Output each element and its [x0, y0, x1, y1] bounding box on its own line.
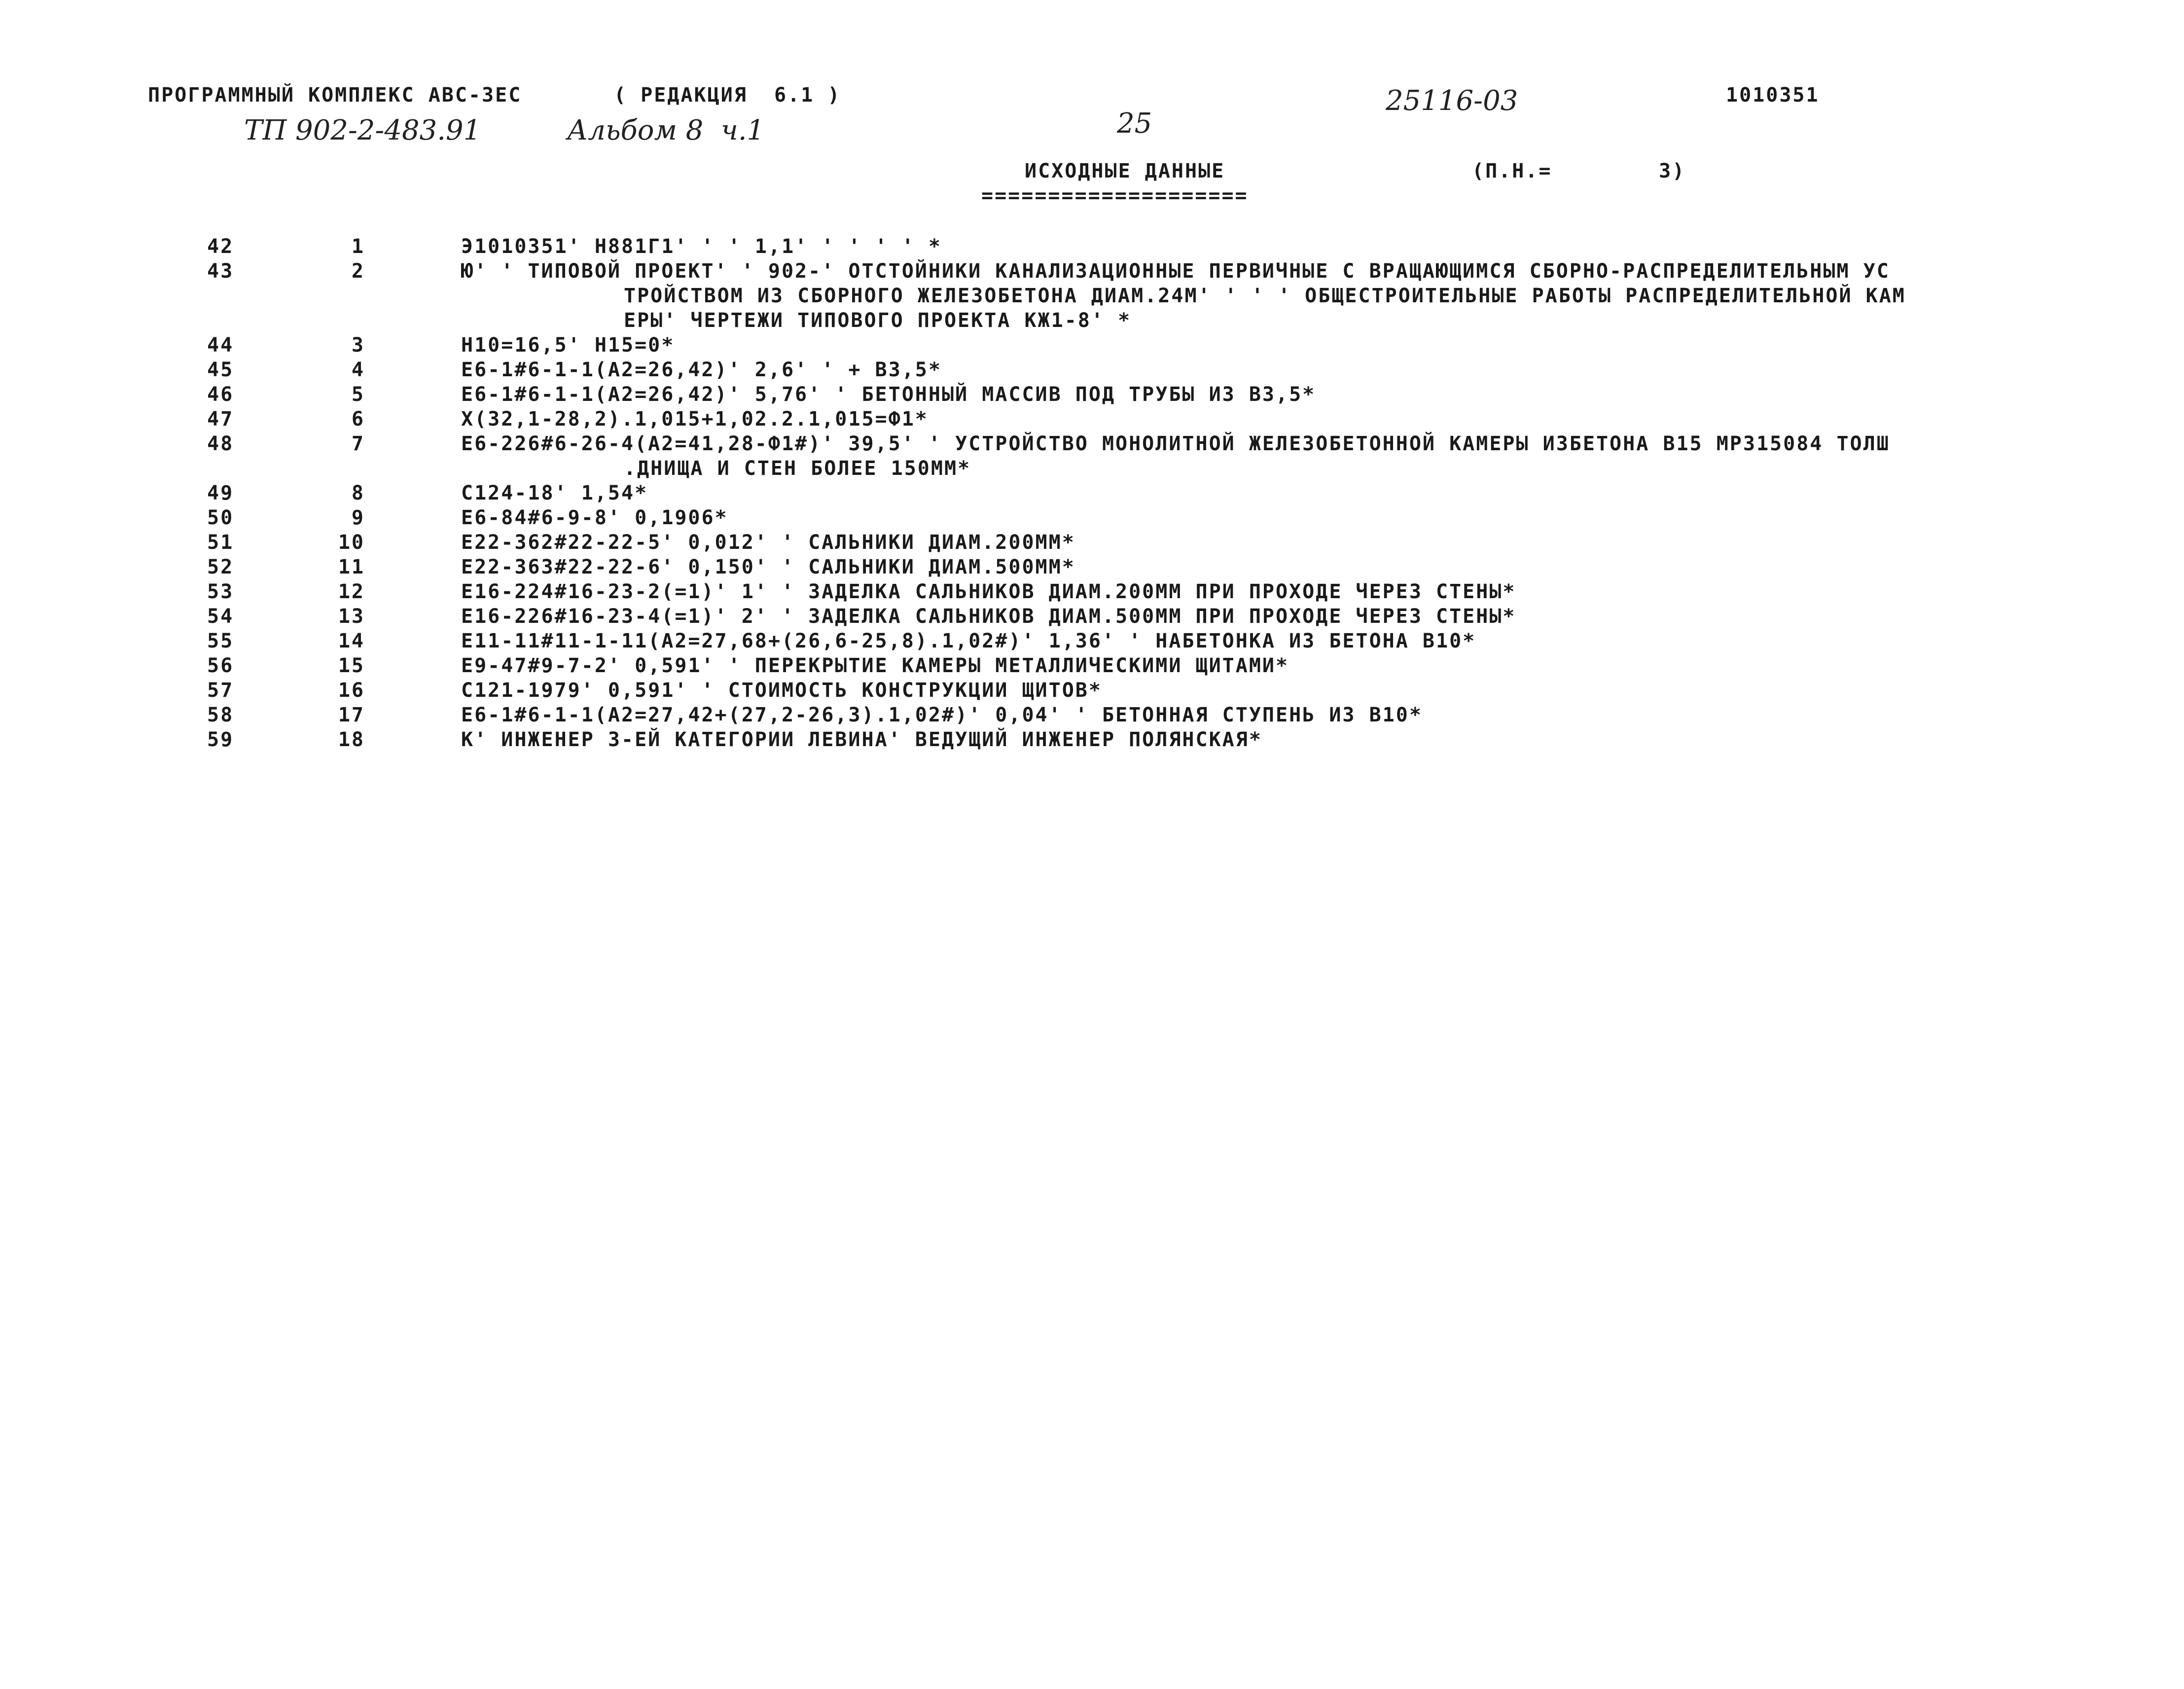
- record-line-number: 59: [207, 728, 234, 751]
- record-index: 2: [351, 260, 365, 283]
- record-text: Е11-11#11-1-11(А2=27,68+(26,6-25,8).1,02#)' 1,36' ' НАБЕТОНКА ИЗ БЕТОНА В10*: [461, 630, 1476, 652]
- record-text: Е9-47#9-7-2' 0,591' ' ПЕРЕКРЫТИЕ КАМЕРЫ МЕТАЛЛИЧЕСКИМИ ЩИТАМИ*: [461, 654, 1289, 677]
- record-text: ЕРЫ' ЧЕРТЕЖИ ТИПОВОГО ПРОЕКТА КЖ1-8' *: [624, 309, 1132, 332]
- record-line-number: 49: [207, 482, 234, 504]
- record-row: [0, 505, 2184, 530]
- record-text: Х(32,1-28,2).1,015+1,02.2.1,015=Ф1*: [461, 408, 929, 431]
- record-row: [0, 481, 2184, 505]
- record-index: 3: [351, 334, 365, 357]
- record-row: [0, 653, 2184, 678]
- record-text: Е22-363#22-22-6' 0,150' ' САЛЬНИКИ ДИАМ.500ММ*: [461, 556, 1075, 578]
- program-edition: ( РЕДАКЦИЯ 6.1 ): [614, 84, 841, 107]
- record-line-number: 45: [207, 359, 234, 381]
- record-row: [0, 727, 2184, 752]
- record-index: 9: [351, 506, 365, 529]
- record-text: ТРОЙСТВОМ ИЗ СБОРНОГО ЖЕЛЕЗОБЕТОНА ДИАМ.24М' ' ' ' ОБЩЕСТРОИТЕЛЬНЫЕ РАБОТЫ РАСПРЕДЕЛИТЕЛЬНОЙ КАМ: [624, 285, 1906, 307]
- record-line-number: 51: [207, 531, 234, 554]
- handwritten-project-number: ТП 902-2-483.91: [244, 114, 481, 146]
- record-index: 17: [338, 704, 365, 726]
- record-text: Н10=16,5' Н15=0*: [461, 334, 675, 357]
- record-text: Е16-226#16-23-4(=1)' 2' ' ЗАДЕЛКА САЛЬНИКОВ ДИАМ.500ММ ПРИ ПРОХОДЕ ЧЕРЕЗ СТЕНЫ*: [461, 605, 1516, 628]
- record-line-number: 44: [207, 334, 234, 357]
- record-continuation-line: [0, 456, 2184, 481]
- record-text: Е6-1#6-1-1(А2=26,42)' 5,76' ' БЕТОННЫЙ МАССИВ ПОД ТРУБЫ ИЗ В3,5*: [461, 383, 1316, 406]
- record-row: [0, 259, 2184, 284]
- record-line-number: 47: [207, 408, 234, 431]
- record-line-number: 58: [207, 704, 234, 726]
- handwritten-page-number: 25: [1117, 108, 1152, 140]
- record-index: 6: [351, 408, 365, 431]
- record-index: 4: [351, 359, 365, 381]
- record-line-number: 42: [207, 235, 234, 258]
- document-code: 1010351: [1726, 84, 1820, 107]
- record-text: К' ИНЖЕНЕР 3-ЕЙ КАТЕГОРИИ ЛЕВИНА' ВЕДУЩИЙ ИНЖЕНЕР ПОЛЯНСКАЯ*: [461, 728, 1262, 751]
- record-text: Э1010351' Н881Г1' ' ' 1,1' ' ' ' ' *: [461, 235, 942, 258]
- record-row: [0, 555, 2184, 579]
- record-index: 10: [338, 531, 365, 554]
- record-line-number: 46: [207, 383, 234, 406]
- record-line-number: 56: [207, 654, 234, 677]
- record-row: [0, 407, 2184, 431]
- record-row: [0, 530, 2184, 555]
- program-name: ПРОГРАММНЫЙ КОМПЛЕКС АВС-3ЕС: [148, 84, 522, 107]
- record-row: [0, 382, 2184, 407]
- record-text: Е6-226#6-26-4(А2=41,28-Ф1#)' 39,5' ' УСТРОЙСТВО МОНОЛИТНОЙ ЖЕЛЕЗОБЕТОННОЙ КАМЕРЫ ИЗБЕТОНА В15 МР315084 ТОЛШ: [461, 432, 1890, 455]
- record-line-number: 53: [207, 580, 234, 603]
- record-continuation-line: [0, 308, 2184, 333]
- record-line-number: 57: [207, 679, 234, 702]
- record-line-number: 55: [207, 630, 234, 652]
- record-text: Е16-224#16-23-2(=1)' 1' ' ЗАДЕЛКА САЛЬНИКОВ ДИАМ.200ММ ПРИ ПРОХОДЕ ЧЕРЕЗ СТЕНЫ*: [461, 580, 1516, 603]
- records-list: [0, 234, 2184, 752]
- record-index: 14: [338, 630, 365, 652]
- record-row: [0, 431, 2184, 456]
- record-line-number: 50: [207, 506, 234, 529]
- record-continuation-line: [0, 284, 2184, 308]
- record-index: 13: [338, 605, 365, 628]
- record-index: 12: [338, 580, 365, 603]
- record-row: [0, 579, 2184, 604]
- record-index: 7: [351, 432, 365, 455]
- record-text: .ДНИЩА И СТЕН БОЛЕЕ 150ММ*: [624, 457, 971, 480]
- record-row: [0, 678, 2184, 703]
- record-line-number: 48: [207, 432, 234, 455]
- record-index: 16: [338, 679, 365, 702]
- section-underline: ====================: [981, 184, 1249, 207]
- record-text: С124-18' 1,54*: [461, 482, 648, 504]
- record-index: 15: [338, 654, 365, 677]
- section-title: ИСХОДНЫЕ ДАННЫЕ: [1025, 160, 1225, 182]
- record-line-number: 52: [207, 556, 234, 578]
- record-row: [0, 604, 2184, 629]
- record-text: Е6-1#6-1-1(А2=27,42+(27,2-26,3).1,02#)' 0,04' ' БЕТОННАЯ СТУПЕНЬ ИЗ В10*: [461, 704, 1423, 726]
- handwritten-album: Альбом 8 ч.1: [567, 114, 765, 146]
- record-text: Е22-362#22-22-5' 0,012' ' САЛЬНИКИ ДИАМ.200ММ*: [461, 531, 1075, 554]
- record-text: С121-1979' 0,591' ' СТОИМОСТЬ КОНСТРУКЦИИ ЩИТОВ*: [461, 679, 1102, 702]
- record-index: 8: [351, 482, 365, 504]
- record-index: 5: [351, 383, 365, 406]
- record-index: 18: [338, 728, 365, 751]
- record-text: Ю' ' ТИПОВОЙ ПРОЕКТ' ' 902-' ОТСТОЙНИКИ КАНАЛИЗАЦИОННЫЕ ПЕРВИЧНЫЕ С ВРАЩАЮЩИМСЯ СБОРНО-РАСПРЕДЕЛИТЕЛЬНЫМ УС: [461, 260, 1890, 283]
- record-index: 1: [351, 235, 365, 258]
- record-text: Е6-1#6-1-1(А2=26,42)' 2,6' ' + В3,5*: [461, 359, 942, 381]
- record-row: [0, 629, 2184, 653]
- record-row: [0, 358, 2184, 382]
- record-index: 11: [338, 556, 365, 578]
- record-line-number: 43: [207, 260, 234, 283]
- record-row: [0, 234, 2184, 259]
- record-line-number: 54: [207, 605, 234, 628]
- section-parameter: (П.Н.= 3): [1472, 160, 1686, 182]
- record-text: Е6-84#6-9-8' 0,1906*: [461, 506, 728, 529]
- record-row: [0, 703, 2184, 727]
- record-row: [0, 333, 2184, 358]
- handwritten-document-number: 25116-03: [1386, 85, 1518, 117]
